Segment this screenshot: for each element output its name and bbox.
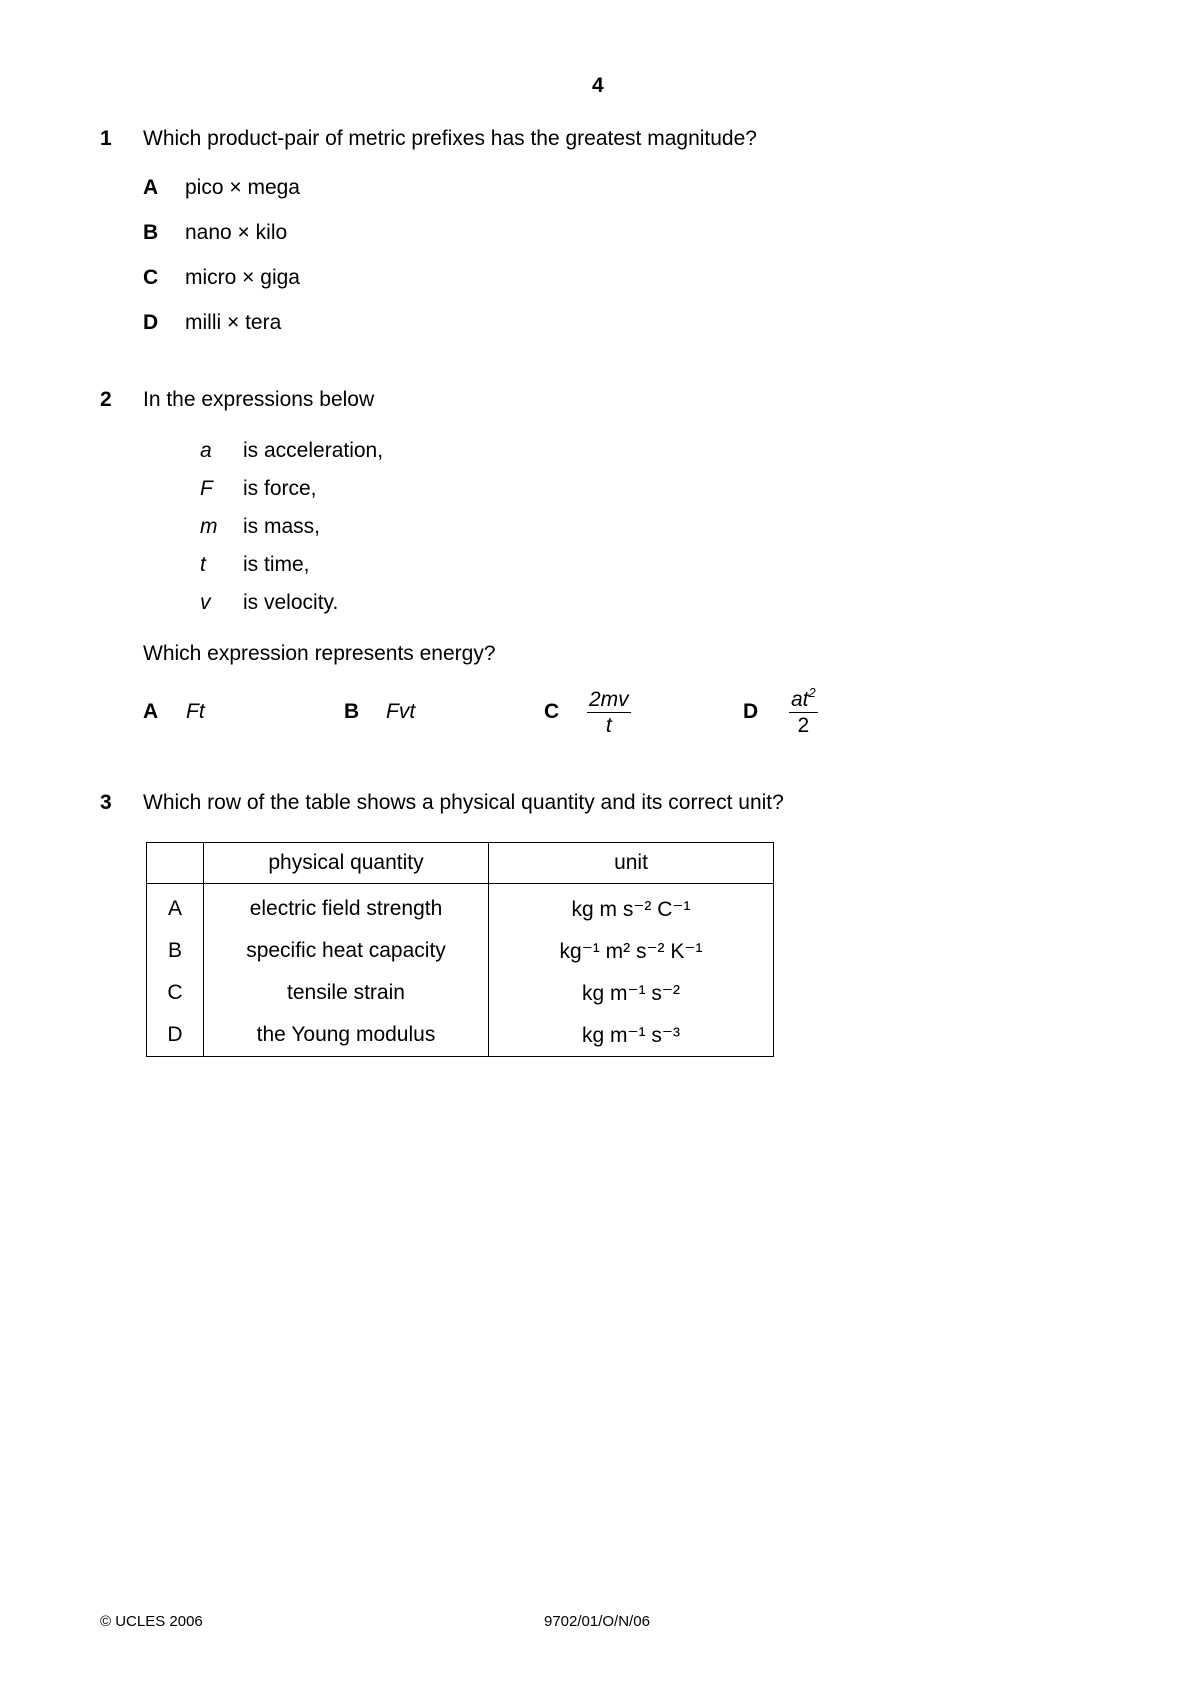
question-number: 3	[100, 791, 112, 814]
option-text: pico × mega	[185, 176, 300, 199]
question-text: Which product-pair of metric prefixes has the greatest magnitude?	[143, 127, 757, 150]
fraction-numerator	[789, 685, 818, 713]
row-letter: C	[147, 972, 204, 1014]
definition-meaning: is mass,	[243, 515, 321, 538]
option-letter: D	[143, 311, 159, 334]
fraction-expression	[789, 685, 818, 738]
header-cell-letter	[147, 843, 204, 884]
definition-meaning: is time,	[243, 553, 310, 576]
option-expression: Fvt	[386, 700, 416, 723]
question-number: 2	[100, 388, 112, 411]
footer-copyright: © UCLES 2006	[100, 1613, 203, 1630]
option-letter: D	[743, 700, 759, 723]
question-text: Which row of the table shows a physical quantity and its correct unit?	[143, 791, 784, 814]
option-text: micro × giga	[185, 266, 300, 289]
definition-symbol: m	[200, 515, 218, 538]
numerator-base: at	[791, 688, 809, 711]
question-text: Which expression represents energy?	[143, 642, 496, 665]
fraction-expression	[587, 689, 631, 738]
definition-symbol: F	[200, 477, 213, 500]
row-letter: D	[147, 1014, 204, 1057]
row-quantity: specific heat capacity	[204, 930, 489, 972]
question-intro: In the expressions below	[143, 388, 375, 411]
row-quantity: tensile strain	[204, 972, 489, 1014]
table-header-row	[147, 843, 774, 884]
definition-meaning: is acceleration,	[243, 439, 384, 462]
option-expression: Ft	[186, 700, 205, 723]
table-row	[147, 930, 774, 972]
page-number: 4	[592, 74, 604, 97]
definition-meaning: is velocity.	[243, 591, 339, 614]
fraction-denominator: t	[605, 714, 612, 737]
option-letter: A	[143, 700, 159, 723]
question-number: 1	[100, 127, 112, 150]
footer-paper-code: 9702/01/O/N/06	[544, 1613, 650, 1630]
option-letter: B	[344, 700, 360, 723]
option-text: milli × tera	[185, 311, 282, 334]
row-letter: A	[147, 884, 204, 931]
answer-table	[146, 842, 774, 1057]
numerator-exponent: 2	[808, 685, 816, 700]
row-letter: B	[147, 930, 204, 972]
fraction-numerator: 2mv	[589, 688, 629, 711]
row-unit: kg m s⁻² C⁻¹	[489, 884, 774, 931]
table-row	[147, 972, 774, 1014]
option-letter: C	[544, 700, 560, 723]
fraction-denominator: 2	[797, 714, 810, 737]
definition-symbol: t	[200, 553, 206, 576]
row-unit: kg m⁻¹ s⁻³	[489, 1014, 774, 1057]
row-unit: kg⁻¹ m² s⁻² K⁻¹	[489, 930, 774, 972]
option-text: nano × kilo	[185, 221, 288, 244]
option-letter: C	[143, 266, 159, 289]
option-letter: A	[143, 176, 159, 199]
option-letter: B	[143, 221, 159, 244]
definition-symbol: a	[200, 439, 212, 462]
header-cell-quantity: physical quantity	[204, 843, 489, 884]
table-row	[147, 884, 774, 931]
row-unit: kg m⁻¹ s⁻²	[489, 972, 774, 1014]
table-row	[147, 1014, 774, 1057]
row-quantity: electric field strength	[204, 884, 489, 931]
header-cell-unit: unit	[489, 843, 774, 884]
definition-meaning: is force,	[243, 477, 317, 500]
definition-symbol: v	[200, 591, 211, 614]
row-quantity: the Young modulus	[204, 1014, 489, 1057]
